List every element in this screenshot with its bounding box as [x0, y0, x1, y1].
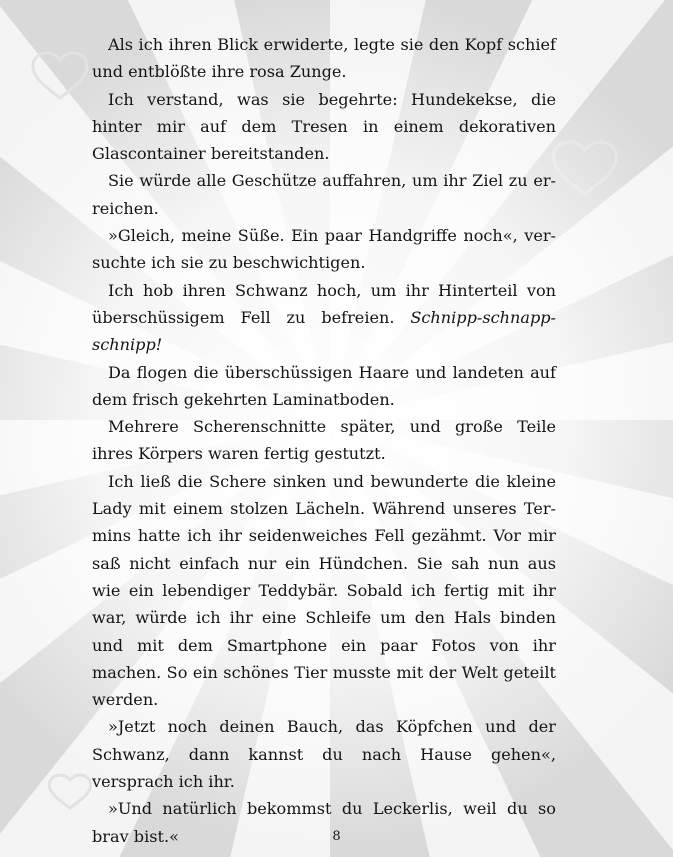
page-body — [92, 31, 556, 850]
paragraph-text: Als ich ihren Blick erwiderte, legte sie den Kopf schief und entblößte ihre rosa Zunge. — [92, 35, 556, 82]
paragraph — [92, 413, 556, 468]
paragraph — [92, 167, 556, 222]
paragraph — [92, 31, 556, 86]
paragraph-text: »Jetzt noch deinen Bauch, das Köpfchen und der Schwanz, dann kannst du nach Hause gehen«, versprach ich ihr. — [92, 717, 556, 792]
paragraph — [92, 222, 556, 277]
paragraph-text: Mehrere Scherenschnitte später, und große Teile ihres Körpers waren fertig gestutzt. — [92, 417, 556, 464]
paragraph — [92, 86, 556, 168]
paragraph — [92, 468, 556, 714]
paragraph-text: Da flogen die überschüssigen Haare und landeten auf dem frisch gekehrten Laminatboden. — [92, 362, 556, 409]
page-number: 8 — [332, 829, 341, 844]
paragraph-text: »Gleich, meine Süße. Ein paar Handgriffe noch«, versuchte ich sie zu beschwichtigen. — [92, 226, 556, 273]
paragraph — [92, 359, 556, 414]
paragraph-text: Ich ließ die Schere sinken und bewunderte die kleine Lady mit einem stolzen Lächeln. Während unseres Termins hatte ich ihr seidenweiches Fell gezähmt. Vor mir saß nicht einfach nur ein Hündchen. Sie sah nun aus wie ein lebendiger Teddybär. Sobald ich fertig mit ihr war, würde ich ihr eine Schleife um den Hals binden und mit dem Smartphone ein paar Fotos von ihr machen. So ein schönes Tier musste mit der Welt geteilt werden. — [92, 471, 556, 710]
paragraph-text: Sie würde alle Geschütze auffahren, um ihr Ziel zu erreichen. — [92, 171, 556, 218]
paragraph-italic-text: Schnipp-schnapp-schnipp! — [92, 307, 556, 355]
paragraph-text: Ich verstand, was sie begehrte: Hundekekse, die hinter mir auf dem Tresen in einem dekorativen Glascontainer bereitstanden. — [92, 89, 556, 164]
paragraph — [92, 277, 556, 359]
paragraph — [92, 713, 556, 795]
paragraph-text: Ich hob ihren Schwanz hoch, um ihr Hinterteil von überschüssigem Fell zu befreien. — [92, 280, 556, 327]
paragraph-text: »Und natürlich bekommst du Leckerlis, weil du so brav bist.« — [92, 799, 556, 846]
